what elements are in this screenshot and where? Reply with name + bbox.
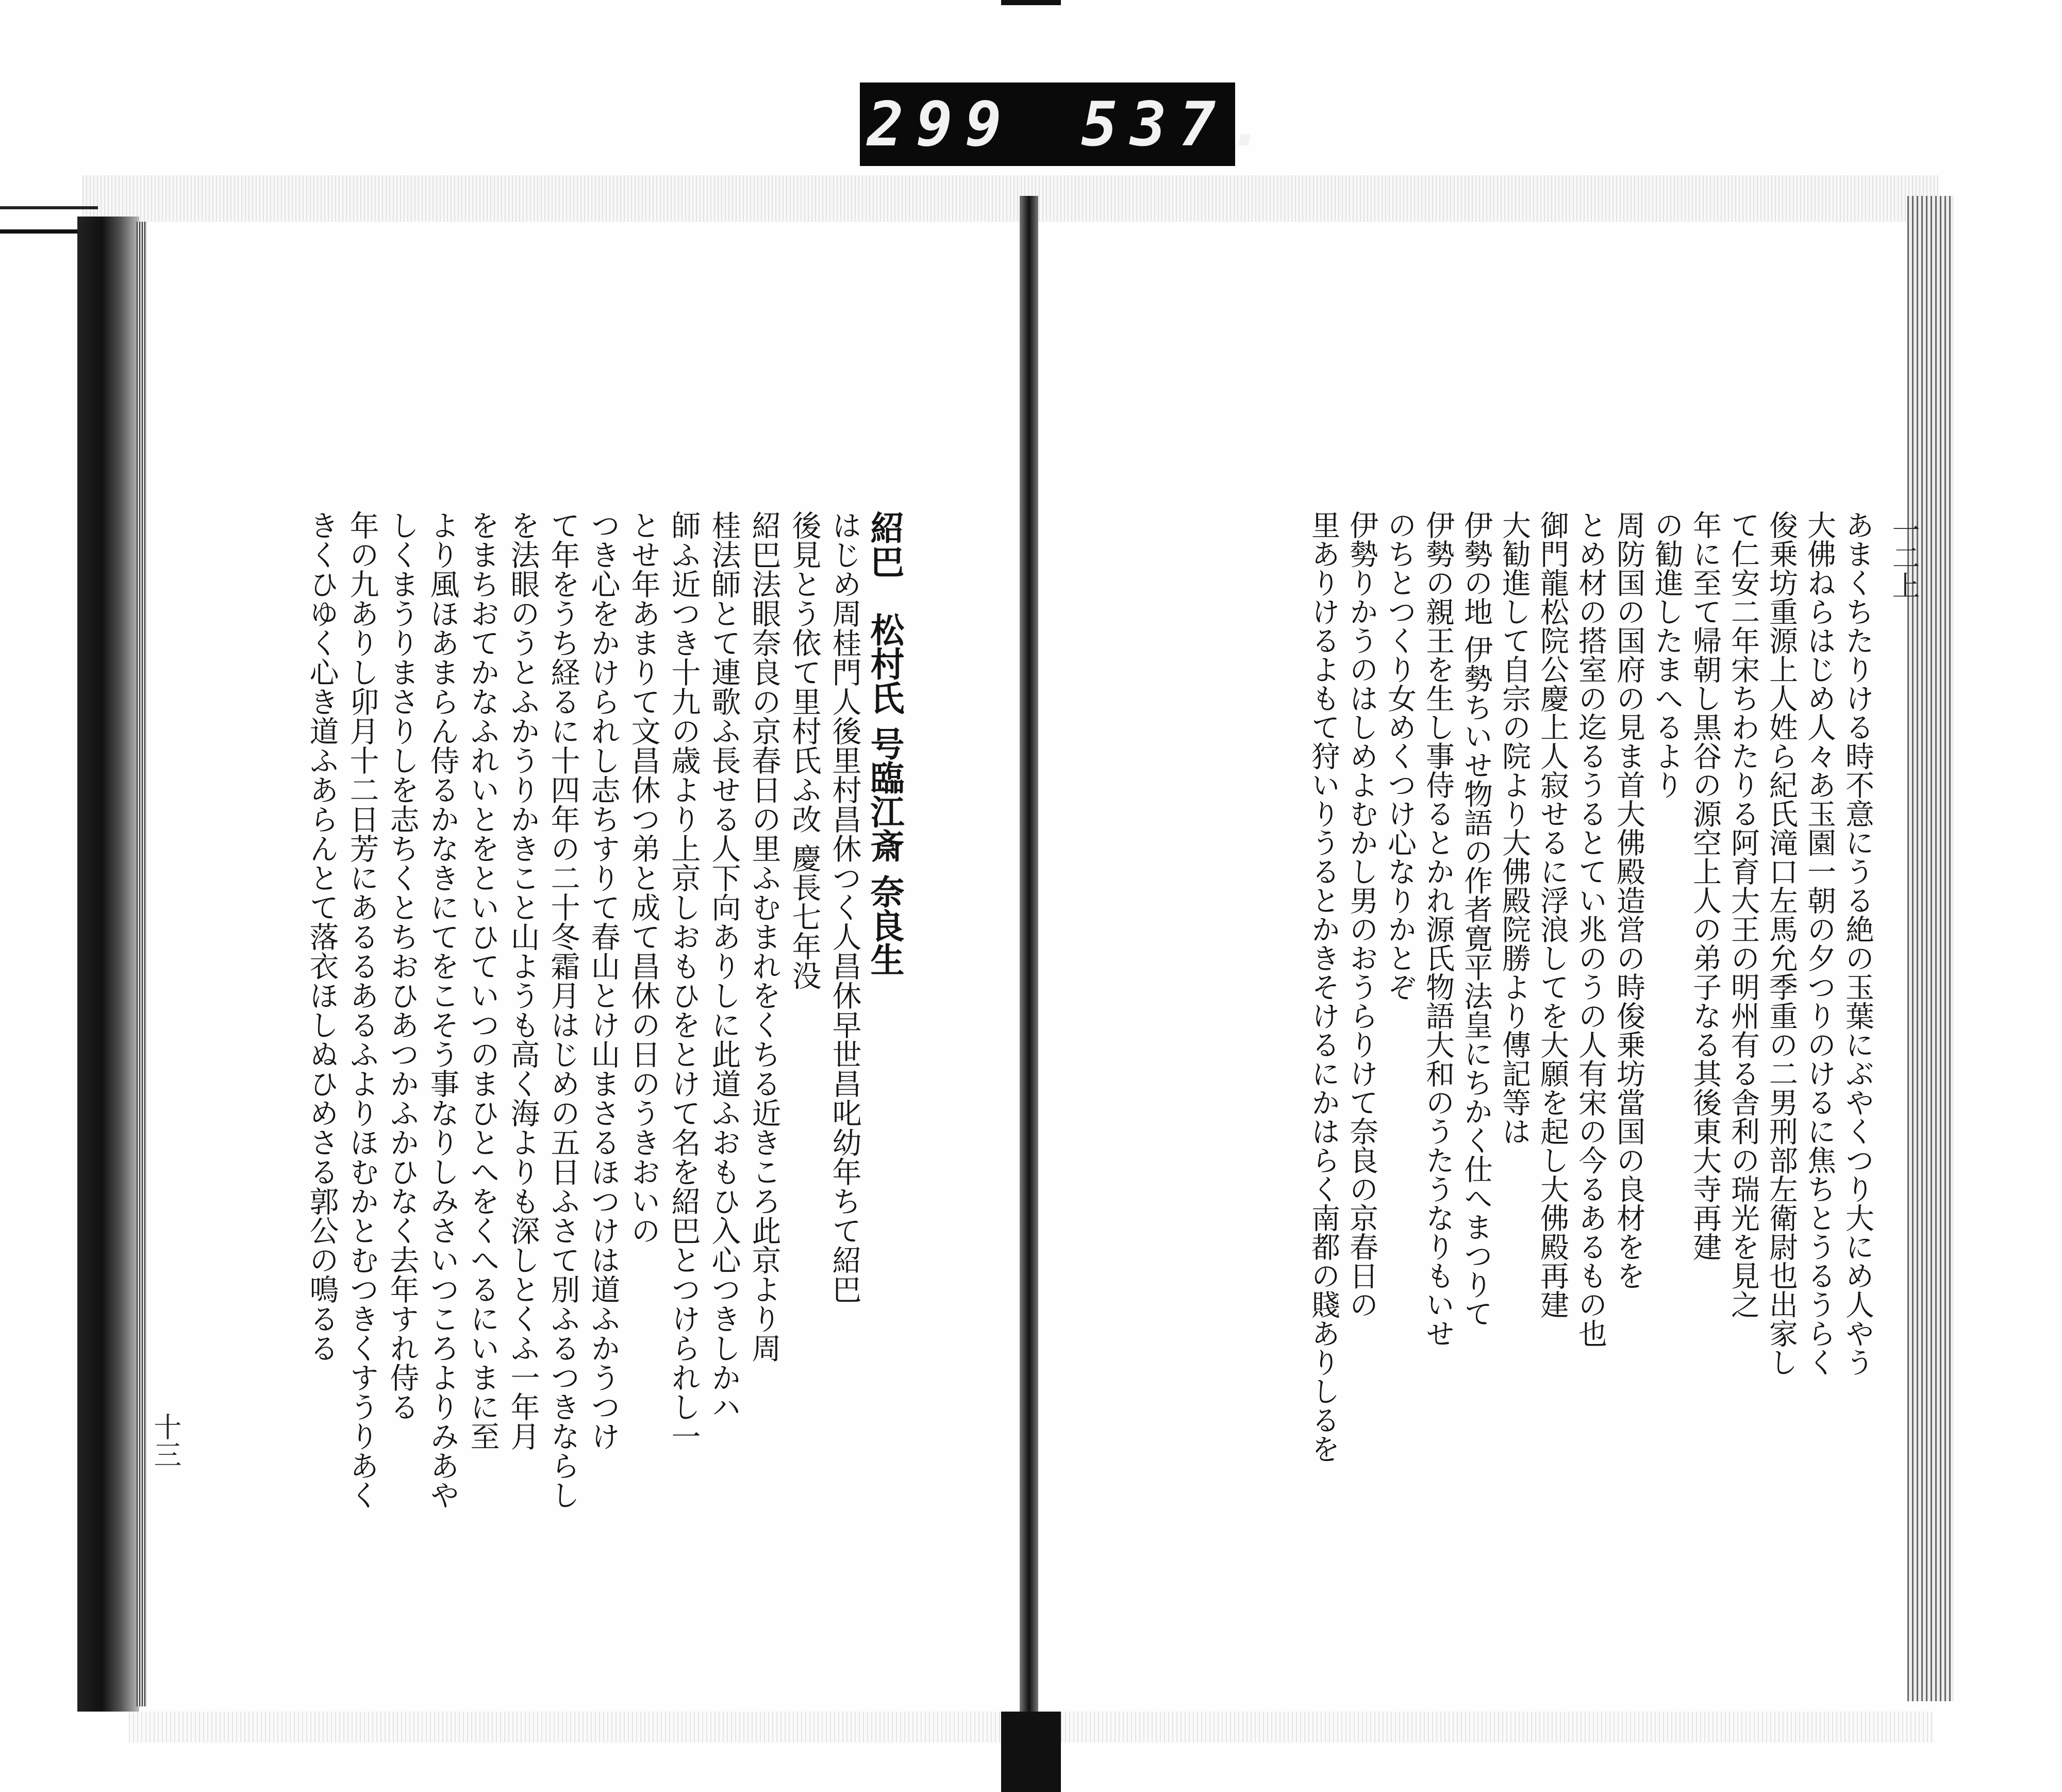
left-page [204, 510, 905, 1619]
text-column: あまくちたりける時不意にうる絶の玉葉にぶやくつり大にめ人やう [1841, 510, 1874, 1376]
text-column: 伊勢の親王を生し事侍るとかれ源氏物語大和のうたうなりもいせ [1421, 510, 1455, 1348]
text-column: 御門龍松院公慶上人寂せるに浮浪してを大願を起し大佛殿再建 [1536, 510, 1569, 1319]
text-column: 伊勢りかうのはしめよむかし男のおうらりけて奈良の京春日の [1345, 510, 1378, 1319]
text-column: て仁安二年宋ちわたりる阿育大王の明州有る舎利の瑞光を見之 [1726, 510, 1760, 1319]
text-column: をまちおてかなふれいとをといひていつのまひとへをくへるにいまに至 [465, 510, 500, 1451]
left-page-columns [302, 510, 905, 1619]
text-column: を法眼のうとふかうりかきこと山ようも高く海よりも深しとくふ一年月 [506, 510, 540, 1451]
text-column: 大勧進して自宗の院より大佛殿院勝より傳記等は [1498, 510, 1531, 1146]
entry-heading [864, 510, 905, 1619]
text-column: て年をうち経るに十四年の二十冬霜月はじめの五日ふさて別ふるつきならし [546, 510, 580, 1509]
right-page-columns [1304, 510, 1876, 1619]
text-column: 俊乗坊重源上人姓ら紀氏滝口左馬允季重の二男刑部左衛尉也出家し [1765, 510, 1798, 1376]
text-column: 年の九ありし卯月十二日芳にあるるあるふよりほむかとむつきくすうりあく [345, 510, 379, 1509]
text-column: 師ふ近つき十九の歳より上京しおもひをとけて名を紹巴とつけられし一 [667, 510, 701, 1451]
entry-title: 紹巴 [864, 510, 905, 578]
spine-bottom-block [1001, 1712, 1061, 1792]
text-column: より風ほあまらん侍るかなきにてをこそう事なりしみさいつころよりみあや [425, 510, 459, 1509]
book-spine [1020, 196, 1038, 1722]
counter-left-number: 299 [867, 89, 1015, 160]
top-scan-noise [82, 175, 1938, 222]
text-column: 大佛ねらはじめ人々あ玉園一朝の夕つりのけるに焦ちとうるうらく [1803, 510, 1836, 1376]
right-page-edges [1907, 196, 1954, 1701]
entry-subtitle: 松村氏 号臨江斎 奈良生 [864, 612, 905, 976]
text-column: の勧進したまへるより [1650, 510, 1684, 799]
left-margin-rule-top [0, 206, 98, 209]
text-column: 紹巴法眼奈良の京春日の里ふむまれをくちる近きころ此京より周 [747, 510, 781, 1363]
text-column: しくまうりまさりしを志ちくとちおひあつかふかひなく去年すれ侍る [385, 510, 419, 1421]
right-page [1124, 510, 1876, 1619]
right-page-folio: 一二上 [1888, 516, 1920, 599]
text-column: きくひゆく心き道ふあらんとて落衣ほしぬひめさる郭公の鳴るる [305, 510, 339, 1363]
text-column: とめ材の搭室の迄るうるとてい兆のうの人有宋の今るあるもの也 [1574, 510, 1607, 1348]
text-column: 後見とう依て里村氏ふ改 慶長七年没 [787, 510, 821, 990]
text-column: のちとつくり女めくつけ心なりかとぞ [1383, 510, 1417, 1001]
left-page-edges [137, 222, 147, 1706]
text-column: 年に至て帰朝し黒谷の源空上人の弟子なる其後東大寺再建 [1688, 510, 1722, 1261]
text-column: 伊勢の地 伊勢ちいせ物語の作者寛平法皇にちかく仕へまつりて [1459, 510, 1493, 1328]
text-column: つき心をかけられし志ちすりて春山とけ山まさるほつけは道ふかうつけ [586, 510, 620, 1451]
text-column: とせ年あまりて文昌休つ弟と成て昌休の日のうきおいの [626, 510, 660, 1245]
spine-top-mark [1001, 0, 1061, 5]
left-page-folio: 十三 [149, 1413, 182, 1468]
counter-right-number: 537. [1081, 89, 1277, 160]
frame-counter-label [860, 82, 1277, 166]
text-column: 里ありけるよもて狩いりうるとかきそけるにかはらく南都の賤ありしるを [1307, 510, 1340, 1463]
left-book-edge-shadow [77, 217, 139, 1712]
text-column: はじめ周桂門人後里村昌休つく人昌休早世昌叱幼年ちて紹巴 [827, 510, 861, 1304]
text-column: 周防国の国府の見ま首大佛殿造営の時俊乗坊當国の良材をを [1612, 510, 1645, 1290]
text-column: 桂法師とて連歌ふ長せる人下向ありしに此道ふおもひ入心つきしかハ [707, 510, 741, 1421]
